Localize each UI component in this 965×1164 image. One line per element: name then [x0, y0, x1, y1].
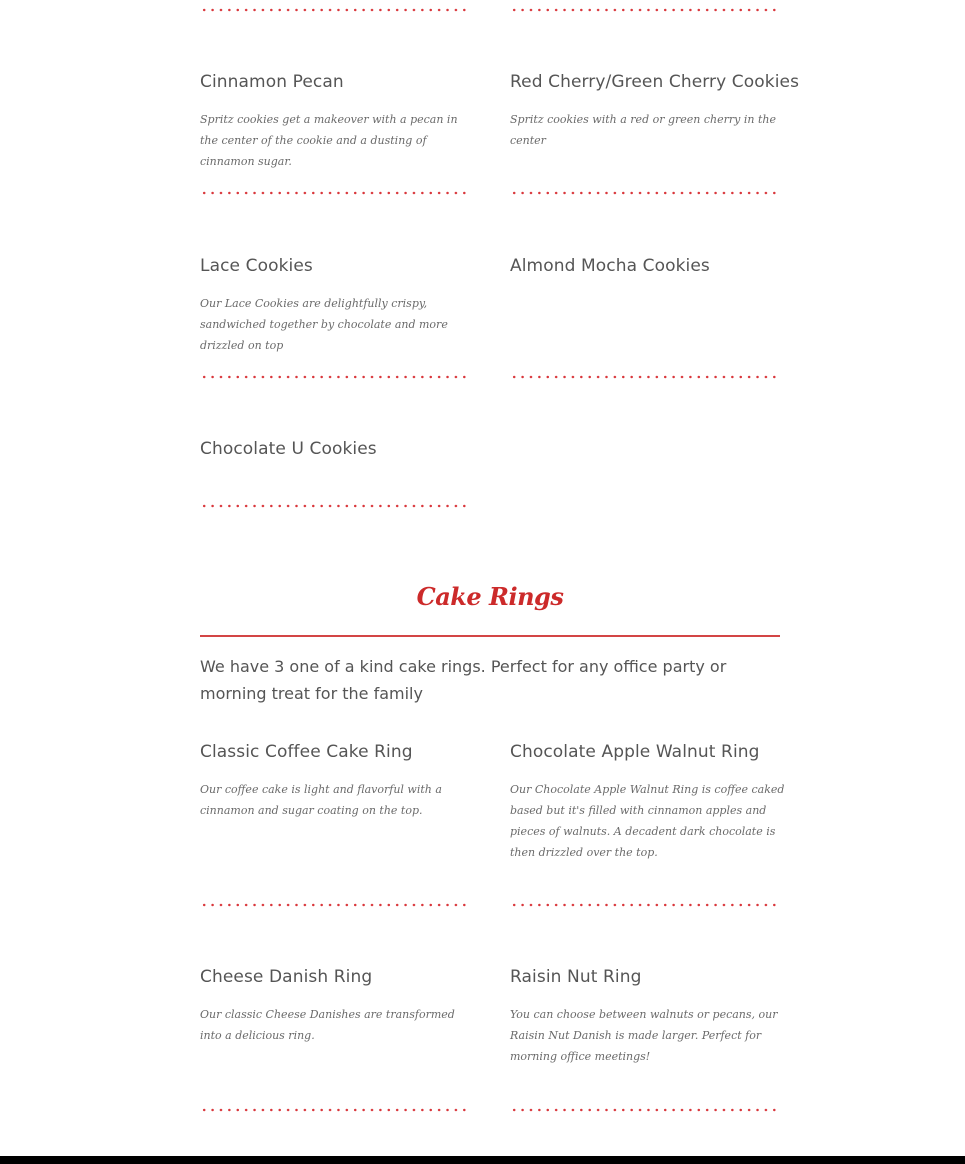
- menu-item-title: Lace Cookies: [200, 256, 313, 276]
- menu-item-title: Chocolate U Cookies: [200, 439, 377, 459]
- menu-item-title: Almond Mocha Cookies: [510, 256, 710, 276]
- menu-item-description: Our coffee cake is light and flavorful with a cinnamon and sugar coating on the top.: [200, 783, 442, 817]
- dotted-divider: [510, 190, 780, 196]
- dotted-divider: [200, 190, 470, 196]
- dotted-divider: [200, 374, 470, 380]
- dotted-divider: [200, 7, 470, 13]
- dotted-divider: [510, 1107, 780, 1113]
- menu-item-description: Our classic Cheese Danishes are transformed into a delicious ring.: [200, 1008, 455, 1042]
- menu-item-description: Spritz cookies with a red or green cherry in the center: [510, 113, 776, 147]
- dotted-divider: [200, 902, 470, 908]
- menu-item-description: Our Chocolate Apple Walnut Ring is coffee caked based but it's filled with cinnamon apples and pieces of walnuts. A decadent dark chocolate is then drizzled over the top.: [510, 783, 785, 859]
- footer-bar: [0, 1156, 965, 1164]
- menu-item-title: Red Cherry/Green Cherry Cookies: [510, 72, 800, 92]
- dotted-divider: [200, 503, 470, 509]
- section-divider: [200, 635, 780, 637]
- dotted-divider: [200, 1107, 470, 1113]
- menu-item-title: Raisin Nut Ring: [510, 967, 642, 987]
- menu-item-title: Classic Coffee Cake Ring: [200, 742, 413, 762]
- menu-item-description: Spritz cookies get a makeover with a pecan in the center of the cookie and a dusting of cinnamon sugar.: [200, 113, 458, 168]
- section-intro: We have 3 one of a kind cake rings. Perfect for any office party or morning treat for the family: [200, 657, 727, 703]
- menu-item-title: Cheese Danish Ring: [200, 967, 373, 987]
- menu-item-description: You can choose between walnuts or pecans, our Raisin Nut Danish is made larger. Perfect for morning office meetings!: [510, 1008, 778, 1063]
- menu-item-title: Chocolate Apple Walnut Ring: [510, 742, 760, 762]
- dotted-divider: [510, 7, 780, 13]
- dotted-divider: [510, 374, 780, 380]
- dotted-divider: [510, 902, 780, 908]
- menu-item-title: Cinnamon Pecan: [200, 72, 344, 92]
- menu-item-description: Our Lace Cookies are delightfully crispy, sandwiched together by chocolate and more drizzled on top: [200, 297, 448, 352]
- section-heading-cake-rings: Cake Rings: [416, 582, 564, 611]
